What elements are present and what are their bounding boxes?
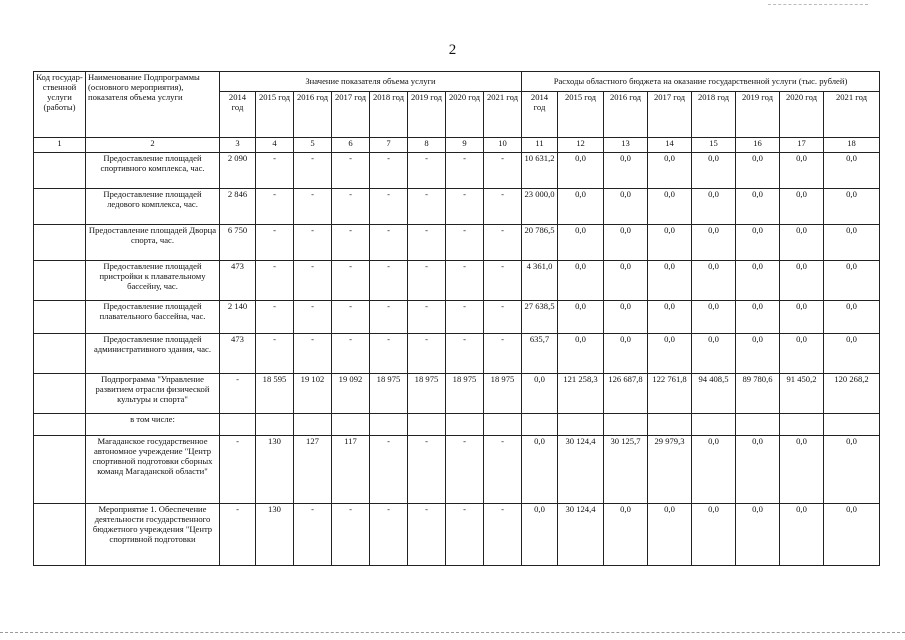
row-volume-value: - xyxy=(256,334,294,374)
row-volume-value: - xyxy=(332,153,370,189)
row-volume-value: - xyxy=(256,301,294,334)
row-budget-value: 0,0 xyxy=(692,504,736,566)
row-budget-value: 0,0 xyxy=(648,334,692,374)
row-volume-value: - xyxy=(256,261,294,301)
row-budget-value: 0,0 xyxy=(692,334,736,374)
row-volume-value: - xyxy=(446,153,484,189)
row-code xyxy=(34,153,86,189)
table-row xyxy=(34,225,880,261)
row-budget-value: 0,0 xyxy=(736,189,780,225)
column-number: 10 xyxy=(484,138,522,153)
row-code xyxy=(34,261,86,301)
header-budget-year: 2019 год xyxy=(736,92,780,138)
row-budget-value: 0,0 xyxy=(780,225,824,261)
column-number: 5 xyxy=(294,138,332,153)
row-budget-value: 0,0 xyxy=(824,334,880,374)
row-volume-value xyxy=(294,414,332,436)
row-volume-value: - xyxy=(484,225,522,261)
row-volume-value: - xyxy=(256,153,294,189)
row-budget-value: 0,0 xyxy=(604,301,648,334)
row-budget-value xyxy=(604,414,648,436)
row-volume-value: - xyxy=(294,334,332,374)
row-budget-value: 0,0 xyxy=(558,301,604,334)
scan-artifact-line xyxy=(0,632,905,633)
row-budget-value: 0,0 xyxy=(780,504,824,566)
row-volume-value: - xyxy=(408,301,446,334)
row-budget-value: 0,0 xyxy=(604,504,648,566)
row-volume-value: - xyxy=(408,436,446,504)
row-budget-value: 121 258,3 xyxy=(558,374,604,414)
row-volume-value: - xyxy=(370,436,408,504)
row-code xyxy=(34,374,86,414)
row-volume-value: - xyxy=(370,225,408,261)
row-volume-value: 117 xyxy=(332,436,370,504)
row-budget-value: 0,0 xyxy=(558,261,604,301)
row-volume-value: - xyxy=(370,334,408,374)
row-code xyxy=(34,189,86,225)
row-volume-value xyxy=(446,414,484,436)
row-volume-value: 18 975 xyxy=(484,374,522,414)
row-budget-value: 0,0 xyxy=(604,189,648,225)
row-name: Предоставление площадей административного здания, час. xyxy=(86,334,220,374)
row-volume-value: 2 140 xyxy=(220,301,256,334)
column-number: 9 xyxy=(446,138,484,153)
row-budget-value: 0,0 xyxy=(736,153,780,189)
row-budget-value: 0,0 xyxy=(780,436,824,504)
row-budget-value: 0,0 xyxy=(604,334,648,374)
row-volume-value: 473 xyxy=(220,334,256,374)
table-row xyxy=(34,261,880,301)
header-budget-year: 2014 год xyxy=(522,92,558,138)
row-code xyxy=(34,436,86,504)
row-volume-value: 130 xyxy=(256,436,294,504)
column-number: 13 xyxy=(604,138,648,153)
row-volume-value: - xyxy=(294,261,332,301)
header-volume-year: 2018 год xyxy=(370,92,408,138)
row-budget-value: 0,0 xyxy=(736,334,780,374)
row-volume-value: - xyxy=(446,261,484,301)
header-volume-year: 2017 год xyxy=(332,92,370,138)
row-code xyxy=(34,301,86,334)
table-row xyxy=(34,189,880,225)
column-number: 1 xyxy=(34,138,86,153)
row-budget-value: 94 408,5 xyxy=(692,374,736,414)
row-budget-value: 0,0 xyxy=(780,261,824,301)
row-budget-value: 0,0 xyxy=(824,153,880,189)
row-name: Предоставление площадей плавательного бассейна, час. xyxy=(86,301,220,334)
row-volume-value: - xyxy=(484,436,522,504)
row-volume-value: - xyxy=(332,261,370,301)
row-budget-value: 126 687,8 xyxy=(604,374,648,414)
row-budget-value: 0,0 xyxy=(692,436,736,504)
column-number: 7 xyxy=(370,138,408,153)
column-number: 18 xyxy=(824,138,880,153)
table-row xyxy=(34,334,880,374)
row-name: Предоставление площадей спортивного комплекса, час. xyxy=(86,153,220,189)
row-budget-value xyxy=(692,414,736,436)
column-number: 15 xyxy=(692,138,736,153)
row-budget-value: 0,0 xyxy=(824,504,880,566)
row-volume-value: 2 846 xyxy=(220,189,256,225)
row-name: в том числе: xyxy=(86,414,220,436)
row-volume-value: 6 750 xyxy=(220,225,256,261)
row-budget-value: 89 780,6 xyxy=(736,374,780,414)
row-volume-value: 473 xyxy=(220,261,256,301)
row-budget-value: 0,0 xyxy=(736,504,780,566)
row-code xyxy=(34,225,86,261)
row-code xyxy=(34,504,86,566)
column-number: 3 xyxy=(220,138,256,153)
table-row xyxy=(34,301,880,334)
row-volume-value: 18 975 xyxy=(446,374,484,414)
header-volume-year: 2020 год xyxy=(446,92,484,138)
row-volume-value: 18 975 xyxy=(408,374,446,414)
row-budget-value: 0,0 xyxy=(692,189,736,225)
row-budget-value: 0,0 xyxy=(692,301,736,334)
row-budget-value: 0,0 xyxy=(604,261,648,301)
row-budget-value: 0,0 xyxy=(648,504,692,566)
budget-table xyxy=(33,71,880,566)
header-budget-year: 2015 год xyxy=(558,92,604,138)
row-volume-value: - xyxy=(220,504,256,566)
row-budget-value: 0,0 xyxy=(692,261,736,301)
row-volume-value xyxy=(220,414,256,436)
row-name: Подпрограмма "Управление развитием отрасли физической культуры и спорта" xyxy=(86,374,220,414)
row-budget-value: 0,0 xyxy=(780,301,824,334)
row-volume-value: - xyxy=(370,153,408,189)
row-volume-value: - xyxy=(408,153,446,189)
column-number: 12 xyxy=(558,138,604,153)
row-name: Мероприятие 1. Обеспечение деятельности государственного бюджетного учреждения "Центр спортивной подготовки xyxy=(86,504,220,566)
row-budget-value: 122 761,8 xyxy=(648,374,692,414)
row-budget-value: 0,0 xyxy=(604,225,648,261)
row-volume-value xyxy=(370,414,408,436)
row-budget-value: 0,0 xyxy=(558,189,604,225)
row-volume-value: - xyxy=(294,225,332,261)
header-name: Наименование Подпрограммы (основного мероприятия), показателя объема услуги xyxy=(86,72,220,138)
row-budget-value: 27 638,5 xyxy=(522,301,558,334)
row-volume-value: - xyxy=(484,334,522,374)
table-row xyxy=(34,436,880,504)
column-number: 4 xyxy=(256,138,294,153)
row-volume-value: - xyxy=(408,189,446,225)
row-volume-value: - xyxy=(294,153,332,189)
row-volume-value: 127 xyxy=(294,436,332,504)
header-budget-year: 2021 год xyxy=(824,92,880,138)
row-volume-value: - xyxy=(484,189,522,225)
row-volume-value: - xyxy=(332,225,370,261)
row-budget-value xyxy=(780,414,824,436)
row-code xyxy=(34,334,86,374)
header-volume-year: 2014 год xyxy=(220,92,256,138)
column-number: 11 xyxy=(522,138,558,153)
row-budget-value: 635,7 xyxy=(522,334,558,374)
row-budget-value: 0,0 xyxy=(558,153,604,189)
header-volume-group: Значение показателя объема услуги xyxy=(220,72,522,92)
row-budget-value: 0,0 xyxy=(692,225,736,261)
row-volume-value xyxy=(332,414,370,436)
row-volume-value: 18 975 xyxy=(370,374,408,414)
row-budget-value xyxy=(736,414,780,436)
row-budget-value: 0,0 xyxy=(780,334,824,374)
scan-artifact-line xyxy=(768,4,868,5)
row-volume-value: 130 xyxy=(256,504,294,566)
row-budget-value: 0,0 xyxy=(604,153,648,189)
row-budget-value: 29 979,3 xyxy=(648,436,692,504)
row-volume-value: - xyxy=(370,261,408,301)
row-budget-value: 91 450,2 xyxy=(780,374,824,414)
header-code: Код государ-ственной услуги (работы) xyxy=(34,72,86,138)
row-volume-value: - xyxy=(484,153,522,189)
row-budget-value: 0,0 xyxy=(648,189,692,225)
row-name: Предоставление площадей ледового комплекса, час. xyxy=(86,189,220,225)
row-budget-value: 0,0 xyxy=(648,225,692,261)
page-number: 2 xyxy=(448,42,457,58)
row-name: Предоставление площадей Дворца спорта, час. xyxy=(86,225,220,261)
header-volume-year: 2019 год xyxy=(408,92,446,138)
row-volume-value: - xyxy=(446,225,484,261)
row-budget-value xyxy=(824,414,880,436)
column-number: 2 xyxy=(86,138,220,153)
row-budget-value: 0,0 xyxy=(824,261,880,301)
header-budget-year: 2016 год xyxy=(604,92,648,138)
header-budget-group: Расходы областного бюджета на оказание государственной услуги (тыс. рублей) xyxy=(522,72,880,92)
header-budget-year: 2018 год xyxy=(692,92,736,138)
row-code xyxy=(34,414,86,436)
row-budget-value: 20 786,5 xyxy=(522,225,558,261)
row-volume-value: - xyxy=(408,334,446,374)
row-volume-value: - xyxy=(220,374,256,414)
row-volume-value xyxy=(484,414,522,436)
header-budget-year: 2020 год xyxy=(780,92,824,138)
column-number: 14 xyxy=(648,138,692,153)
row-budget-value: 0,0 xyxy=(648,153,692,189)
row-volume-value: - xyxy=(446,301,484,334)
row-volume-value: - xyxy=(446,334,484,374)
table-row xyxy=(34,414,880,436)
row-budget-value: 0,0 xyxy=(648,301,692,334)
row-budget-value: 0,0 xyxy=(824,189,880,225)
row-volume-value: - xyxy=(332,334,370,374)
row-volume-value: - xyxy=(446,189,484,225)
column-number: 6 xyxy=(332,138,370,153)
row-volume-value: - xyxy=(370,504,408,566)
row-volume-value: 19 102 xyxy=(294,374,332,414)
row-budget-value: 0,0 xyxy=(692,153,736,189)
column-number: 16 xyxy=(736,138,780,153)
row-volume-value: - xyxy=(408,261,446,301)
row-budget-value: 0,0 xyxy=(522,436,558,504)
row-volume-value: - xyxy=(484,261,522,301)
row-volume-value: - xyxy=(446,436,484,504)
row-budget-value: 30 125,7 xyxy=(604,436,648,504)
row-volume-value: - xyxy=(332,504,370,566)
row-volume-value xyxy=(256,414,294,436)
row-budget-value: 0,0 xyxy=(824,436,880,504)
row-budget-value: 0,0 xyxy=(522,374,558,414)
row-name: Магаданское государственное автономное учреждение "Центр спортивной подготовки сборных команд Магаданской области" xyxy=(86,436,220,504)
row-volume-value: 2 090 xyxy=(220,153,256,189)
row-volume-value xyxy=(408,414,446,436)
row-volume-value: - xyxy=(332,189,370,225)
table-row xyxy=(34,153,880,189)
row-budget-value: 0,0 xyxy=(736,261,780,301)
row-budget-value: 0,0 xyxy=(824,225,880,261)
row-volume-value: - xyxy=(294,189,332,225)
row-budget-value: 30 124,4 xyxy=(558,436,604,504)
header-volume-year: 2021 год xyxy=(484,92,522,138)
row-budget-value: 23 000,0 xyxy=(522,189,558,225)
row-volume-value: - xyxy=(370,301,408,334)
table-row xyxy=(34,374,880,414)
row-budget-value: 0,0 xyxy=(736,436,780,504)
column-number: 17 xyxy=(780,138,824,153)
row-budget-value: 4 361,0 xyxy=(522,261,558,301)
column-number: 8 xyxy=(408,138,446,153)
row-budget-value: 0,0 xyxy=(780,153,824,189)
row-volume-value: - xyxy=(484,301,522,334)
header-volume-year: 2015 год xyxy=(256,92,294,138)
row-budget-value xyxy=(522,414,558,436)
row-budget-value xyxy=(648,414,692,436)
row-volume-value: 19 092 xyxy=(332,374,370,414)
row-volume-value: - xyxy=(408,225,446,261)
header-budget-year: 2017 год xyxy=(648,92,692,138)
row-volume-value: - xyxy=(220,436,256,504)
row-volume-value: - xyxy=(446,504,484,566)
row-volume-value: - xyxy=(332,301,370,334)
row-volume-value: - xyxy=(294,504,332,566)
row-volume-value: - xyxy=(256,225,294,261)
row-budget-value: 0,0 xyxy=(558,334,604,374)
row-budget-value: 0,0 xyxy=(648,261,692,301)
row-budget-value: 10 631,2 xyxy=(522,153,558,189)
row-budget-value: 30 124,4 xyxy=(558,504,604,566)
row-name: Предоставление площадей пристройки к плавательному бассейну, час. xyxy=(86,261,220,301)
row-budget-value: 120 268,2 xyxy=(824,374,880,414)
row-budget-value: 0,0 xyxy=(522,504,558,566)
row-budget-value xyxy=(558,414,604,436)
header-volume-year: 2016 год xyxy=(294,92,332,138)
row-budget-value: 0,0 xyxy=(558,225,604,261)
row-volume-value: - xyxy=(370,189,408,225)
row-volume-value: - xyxy=(408,504,446,566)
row-budget-value: 0,0 xyxy=(824,301,880,334)
row-volume-value: - xyxy=(484,504,522,566)
row-volume-value: - xyxy=(294,301,332,334)
row-volume-value: - xyxy=(256,189,294,225)
row-budget-value: 0,0 xyxy=(780,189,824,225)
table-row xyxy=(34,504,880,566)
row-budget-value: 0,0 xyxy=(736,225,780,261)
row-budget-value: 0,0 xyxy=(736,301,780,334)
row-volume-value: 18 595 xyxy=(256,374,294,414)
